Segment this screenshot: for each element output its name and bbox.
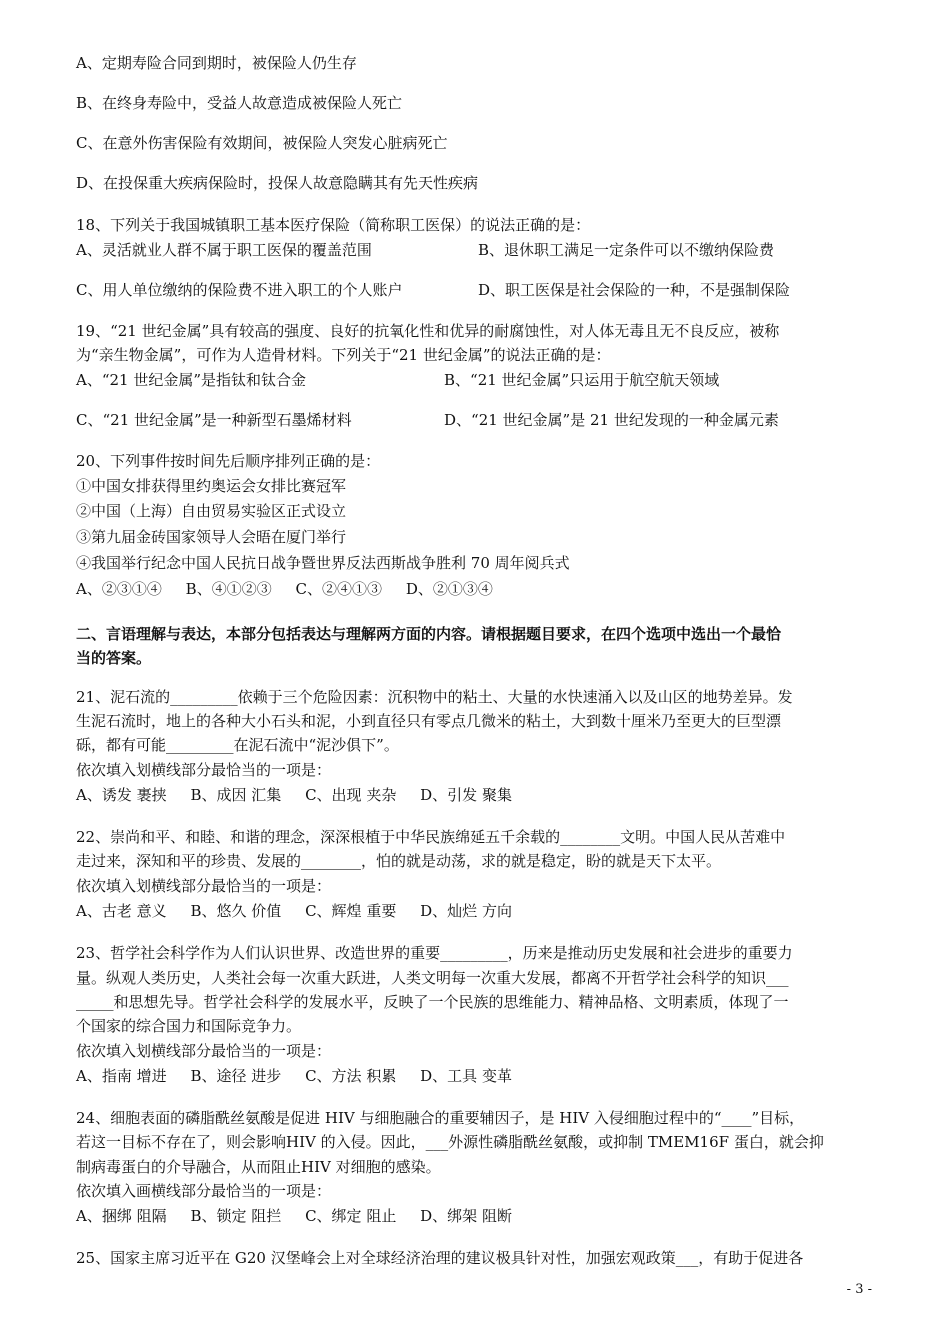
q24-line: 制病毒蛋白的介导融合，从而阻止HIV 对细胞的感染。: [76, 1158, 441, 1176]
page-number: - 3 -: [846, 1282, 872, 1297]
q18-option-c: C、用人单位缴纳的保险费不进入职工的个人账户: [76, 281, 403, 299]
q17-option-b: B、在终身寿险中，受益人故意造成被保险人死亡: [76, 94, 403, 112]
q21-line: 生泥石流时，地上的各种大小石头和泥，小到直径只有零点几微米的粘土，大到数十厘米乃至更大的巨型漂: [76, 712, 782, 730]
q20-item: ①中国女排获得里约奥运会女排比赛冠军: [76, 477, 347, 495]
q23-options: A、指南 增进 B、途径 进步 C、方法 积累 D、工具 变革: [76, 1067, 512, 1085]
q21-line: 砾，都有可能_________在泥石流中“泥沙俱下”。: [76, 736, 399, 754]
q20-options: A、②③①④ B、④①②③ C、②④①③ D、②①③④: [76, 580, 493, 598]
q23-line: _____和思想先导。哲学社会科学的发展水平，反映了一个民族的思维能力、精神品格、文明素质，体现了一: [76, 993, 789, 1011]
q18-stem: 18、下列关于我国城镇职工基本医疗保险（简称职工医保）的说法正确的是：: [76, 216, 591, 234]
q20-stem: 20、下列事件按时间先后顺序排列正确的是：: [76, 452, 381, 470]
q20-item: ③第九届金砖国家领导人会晤在厦门举行: [76, 528, 347, 546]
q22-line: 22、崇尚和平、和睦、和谐的理念，深深根植于中华民族绵延五千余载的________文明。中国人民从苦难中: [76, 828, 786, 846]
q25-line1: 25、国家主席习近平在 G20 汉堡峰会上对全球经济治理的建议极具针对性，加强宏观政策___，有助于促进各: [76, 1249, 804, 1267]
q18-option-a: A、灵活就业人群不属于职工医保的覆盖范围: [76, 241, 372, 259]
q24-options: A、捆绑 阻隔 B、锁定 阻拦 C、绑定 阻止 D、绑架 阻断: [76, 1207, 512, 1225]
q21-options: A、诱发 裹挟 B、成因 汇集 C、出现 夹杂 D、引发 聚集: [76, 786, 512, 804]
q21-line: 21、泥石流的_________依赖于三个危险因素：沉积物中的粘土、大量的水快速涌入以及山区的地势差异。发: [76, 688, 793, 706]
q17-option-a: A、定期寿险合同到期时，被保险人仍生存: [76, 54, 357, 72]
q19-option-b: B、“21 世纪金属”只运用于航空航天领域: [444, 371, 720, 389]
q24-line: 依次填入画横线部分最恰当的一项是：: [76, 1182, 332, 1200]
section2-heading-line1: 二、言语理解与表达，本部分包括表达与理解两方面的内容。请根据题目要求，在四个选项中选出一个最恰: [76, 625, 782, 643]
q20-item: ②中国（上海）自由贸易实验区正式设立: [76, 502, 347, 520]
q24-line: 若这一目标不存在了，则会影响HIV 的入侵。因此，___外源性磷脂酰丝氨酸，或抑制 TMEM16F 蛋白，就会抑: [76, 1133, 824, 1151]
q17-option-d: D、在投保重大疾病保险时，投保人故意隐瞒其有先天性疾病: [76, 174, 479, 192]
q19-option-a: A、“21 世纪金属”是指钛和钛合金: [76, 371, 307, 389]
q22-line: 依次填入划横线部分最恰当的一项是：: [76, 877, 332, 895]
q19-option-c: C、“21 世纪金属”是一种新型石墨烯材料: [76, 411, 352, 429]
q21-line: 依次填入划横线部分最恰当的一项是：: [76, 761, 332, 779]
q22-options: A、古老 意义 B、悠久 价值 C、辉煌 重要 D、灿烂 方向: [76, 902, 512, 920]
q23-line: 量。纵观人类历史，人类社会每一次重大跃进，人类文明每一次重大发展，都离不开哲学社会科学的知识___: [76, 969, 789, 987]
q22-line: 走过来，深知和平的珍贵、发展的________，怕的就是动荡，求的就是稳定，盼的就是天下太平。: [76, 852, 722, 870]
q19-stem-line2: 为“亲生物金属”，可作为人造骨材料。下列关于“21 世纪金属”的说法正确的是：: [76, 346, 611, 364]
q23-line: 个国家的综合国力和国际竞争力。: [76, 1017, 302, 1035]
q23-line: 依次填入划横线部分最恰当的一项是：: [76, 1042, 332, 1060]
q23-line: 23、哲学社会科学作为人们认识世界、改造世界的重要_________，历来是推动历史发展和社会进步的重要力: [76, 944, 793, 962]
section2-heading-line2: 当的答案。: [76, 649, 152, 667]
q20-item: ④我国举行纪念中国人民抗日战争暨世界反法西斯战争胜利 70 周年阅兵式: [76, 554, 570, 572]
q19-stem-line1: 19、“21 世纪金属”具有较高的强度、良好的抗氧化性和优异的耐腐蚀性，对人体无毒且无不良反应，被称: [76, 322, 780, 340]
q18-option-d: D、职工医保是社会保险的一种，不是强制保险: [478, 281, 791, 299]
q17-option-c: C、在意外伤害保险有效期间，被保险人突发心脏病死亡: [76, 134, 448, 152]
q18-option-b: B、退休职工满足一定条件可以不缴纳保险费: [478, 241, 775, 259]
q24-line: 24、细胞表面的磷脂酰丝氨酸是促进 HIV 与细胞融合的重要辅因子，是 HIV 入侵细胞过程中的“____”目标，: [76, 1109, 805, 1127]
q19-option-d: D、“21 世纪金属”是 21 世纪发现的一种金属元素: [444, 411, 779, 429]
